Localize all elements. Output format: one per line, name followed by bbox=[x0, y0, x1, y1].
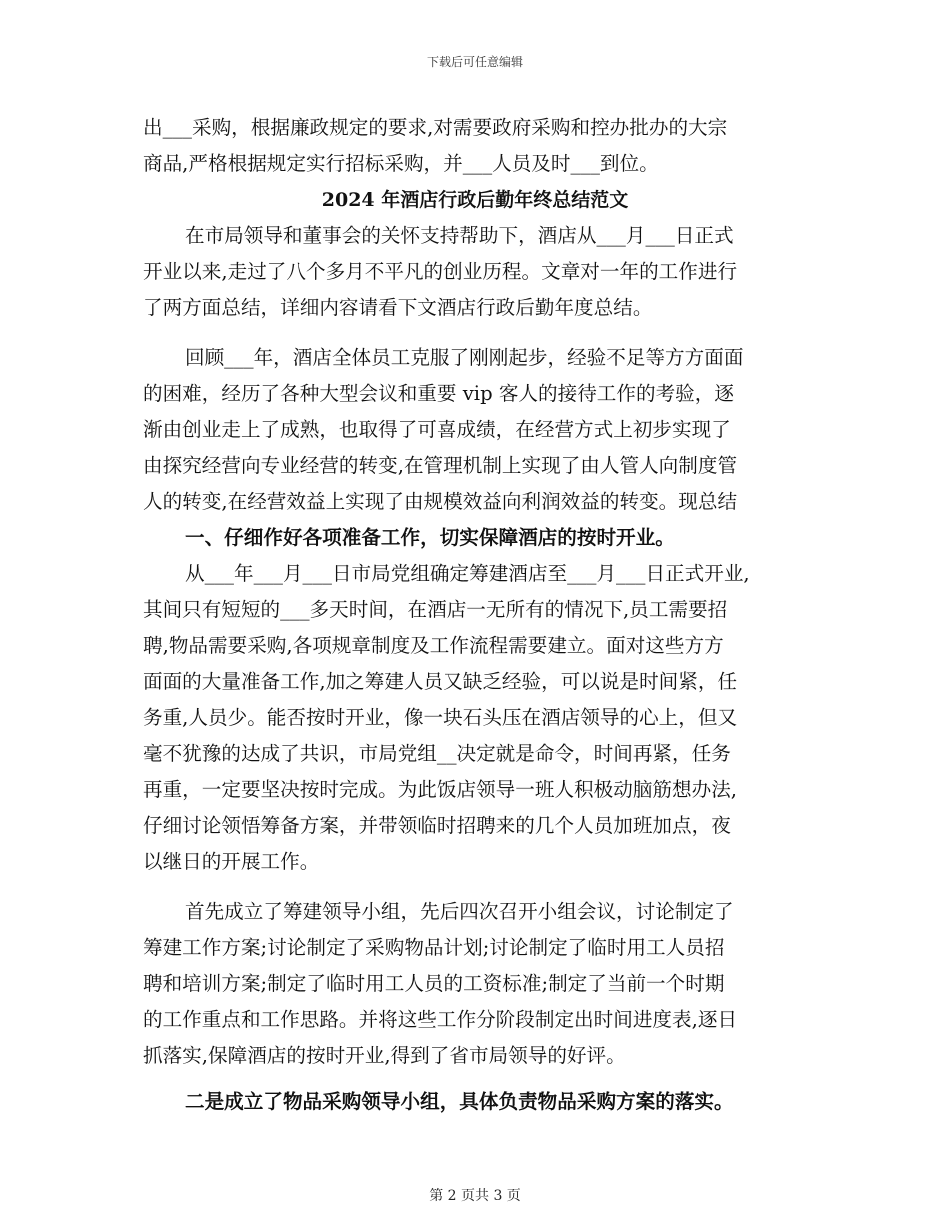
paragraph-line: 面面的大量准备工作,加之筹建人员又缺乏经验，可以说是时间紧，任 bbox=[143, 670, 738, 693]
paragraph-line: 再重，一定要坚决按时完成。为此饭店领导一班人积极动脑筋想办法, bbox=[143, 778, 738, 801]
page-header: 下载后可任意编辑 bbox=[426, 55, 523, 69]
document-title: 2024 年酒店行政后勤年终总结范文 bbox=[321, 189, 629, 211]
paragraph-line: 筹建工作方案;讨论制定了采购物品计划;讨论制定了临时用工人员招 bbox=[143, 936, 725, 959]
paragraph-line: 开业以来,走过了八个多月不平凡的创业历程。文章对一年的工作进行 bbox=[143, 260, 738, 283]
paragraph-line: 其间只有短短的___多天时间，在酒店一无所有的情况下,员工需要招 bbox=[143, 598, 728, 621]
paragraph-line: 务重,人员少。能否按时开业，像一块石头压在酒店领导的心上，但又 bbox=[143, 706, 738, 729]
section-heading: 二是成立了物品采购领导小组，具体负责物品采购方案的落实。 bbox=[185, 1090, 734, 1113]
paragraph-line: 人的转变,在经营效益上实现了由规模效益向利润效益的转变。现总结 bbox=[143, 490, 738, 513]
paragraph-line: 在市局领导和董事会的关怀支持帮助下，酒店从___月___日正式 bbox=[185, 224, 734, 247]
paragraph-line: 抓落实,保障酒店的按时开业,得到了省市局领导的好评。 bbox=[143, 1044, 626, 1067]
paragraph-line: 毫不犹豫的达成了共识，市局党组__决定就是命令，时间再紧，任务 bbox=[143, 742, 731, 765]
paragraph-line: 首先成立了筹建领导小组，先后四次召开小组会议，讨论制定了 bbox=[185, 900, 734, 923]
page-number: 第 2 页共 3 页 bbox=[429, 1188, 521, 1204]
paragraph-line: 商品,严格根据规定实行招标采购，并___人员及时___到位。 bbox=[143, 152, 659, 175]
paragraph-line: 聘和培训方案;制定了临时用工人员的工资标准;制定了当前一个时期 bbox=[143, 972, 725, 995]
paragraph-line: 从___年___月___日市局党组确定筹建酒店至___月___日正式开业, bbox=[185, 562, 750, 585]
paragraph-line: 的困难，经历了各种大型会议和重要 vip 客人的接待工作的考验，逐 bbox=[143, 382, 734, 405]
paragraph-line: 了两方面总结，详细内容请看下文酒店行政后勤年度总结。 bbox=[143, 296, 653, 319]
paragraph-line: 聘,物品需要采购,各项规章制度及工作流程需要建立。面对这些方方 bbox=[143, 634, 724, 657]
paragraph-line: 回顾___年，酒店全体员工克服了刚刚起步，经验不足等方方面面 bbox=[185, 346, 744, 369]
paragraph-line: 由探究经营向专业经营的转变,在管理机制上实现了由人管人向制度管 bbox=[143, 454, 738, 477]
paragraph-line: 以继日的开展工作。 bbox=[143, 850, 320, 873]
paragraph-line: 渐由创业走上了成熟，也取得了可喜成绩，在经营方式上初步实现了 bbox=[143, 418, 731, 441]
paragraph-line: 出___采购，根据廉政规定的要求,对需要政府采购和控办批办的大宗 bbox=[143, 116, 728, 139]
document-body bbox=[143, 110, 807, 1120]
paragraph-line: 仔细讨论领悟筹备方案，并带领临时招聘来的几个人员加班加点，夜 bbox=[143, 814, 731, 837]
section-heading: 一、仔细作好各项准备工作，切实保障酒店的按时开业。 bbox=[185, 526, 675, 549]
paragraph-line: 的工作重点和工作思路。并将这些工作分阶段制定出时间进度表,逐日 bbox=[143, 1008, 738, 1031]
